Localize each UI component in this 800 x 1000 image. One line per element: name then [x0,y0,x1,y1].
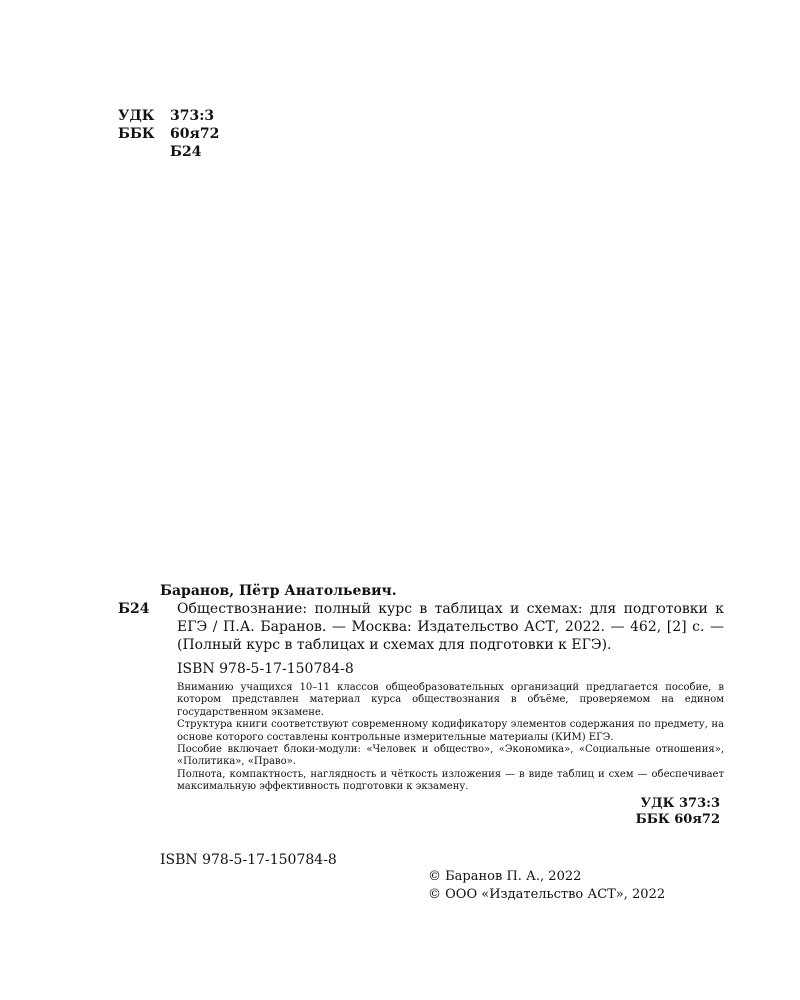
bbk-row [118,125,219,143]
copyright-block [428,868,665,904]
classification-codes [118,107,219,161]
author-mark: Б24 [170,144,202,160]
udk-value: 373:3 [170,108,215,124]
card-entry [118,600,724,654]
card-udk: УДК 373:3 [640,795,720,811]
card-isbn: ISBN 978-5-17-150784-8 [177,661,354,677]
card-author: Баранов, Пётр Анатольевич. [160,583,397,599]
bbk-label: ББК [118,126,155,142]
card-abstract [177,682,724,794]
bbk-value: 60я72 [170,126,220,142]
card-author-mark: Б24 [118,601,150,617]
card-entry-text: Обществознание: полный курс в таблицах и схемах: для подготовки к ЕГЭ / П.А. Баранов. — Москва: Издательство АСТ, 2022. — 462, [2] с. — (Полный курс в таблицах и схемах для подготовки к ЕГЭ). [177,601,724,653]
abstract-paragraph: Пособие включает блоки-модули: «Человек и общество», «Экономика», «Социальные отношения», «Политика», «Право». [177,744,724,768]
author-mark-row [118,143,219,161]
abstract-paragraph: Структура книги соответствуют современному кодификатору элементов содержания по предмету, на основе которого составлены контрольные измерительные материалы (КИМ) ЕГЭ. [177,719,724,743]
card-codes [118,796,724,828]
udk-row [118,107,219,125]
copyright-author: © Баранов П. А., 2022 [428,869,582,884]
isbn-line: ISBN 978-5-17-150784-8 [160,852,337,868]
card-bbk: ББК 60я72 [635,811,720,827]
udk-label: УДК [118,108,155,124]
catalog-card [118,582,724,828]
abstract-paragraph: Вниманию учащихся 10–11 классов общеобразовательных организаций предлагается пособие, в котором представлен материал курса обществознания в объёме, проверяемом на едином государственном экзамене. [177,682,724,718]
copyright-publisher: © ООО «Издательство АСТ», 2022 [428,887,666,902]
abstract-paragraph: Полнота, компактность, наглядность и чёткость изложения — в виде таблиц и схем — обеспечивает максимальную эффективность подготовки к экзамену. [177,768,724,793]
